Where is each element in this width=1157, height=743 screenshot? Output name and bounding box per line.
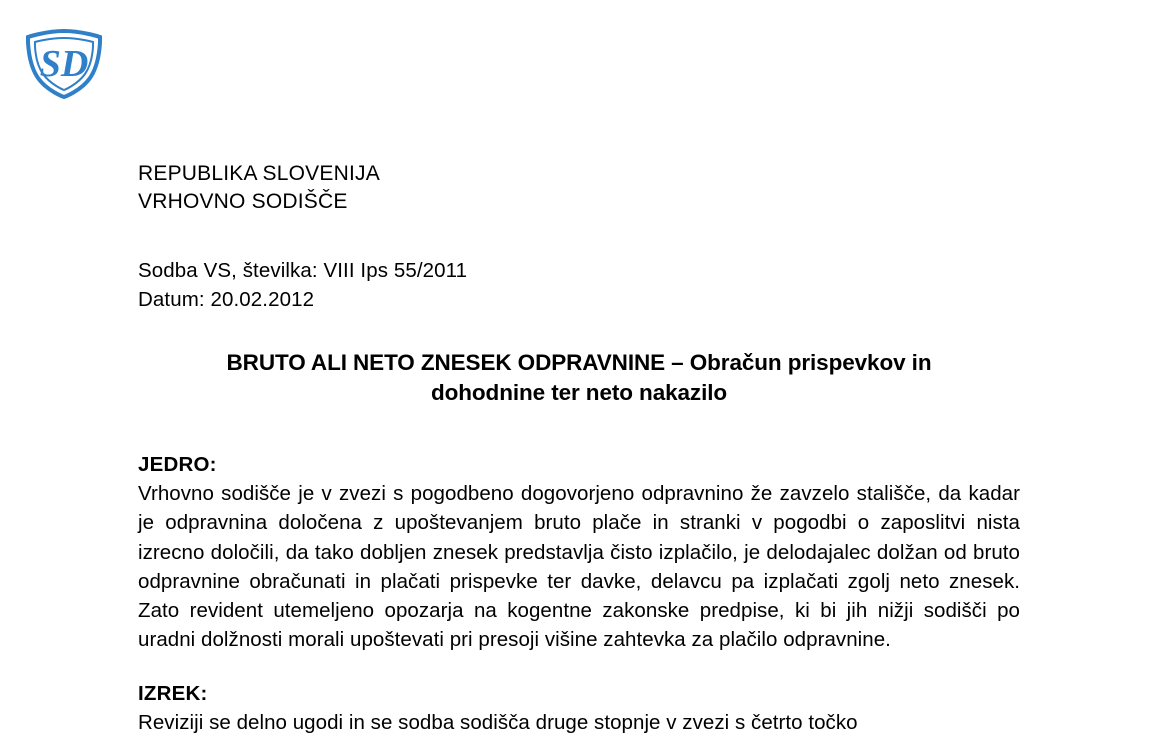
organization-line-2: VRHOVNO SODIŠČE bbox=[138, 189, 348, 213]
section-izrek bbox=[138, 682, 1020, 737]
section-body: Vrhovno sodišče je v zvezi s pogodbeno dogovorjeno odpravnino že zavzelo stališče, da kadar je odpravnina določena z upoštevanjem bruto plače in stranki v pogodbi o zaposlitvi nista izrecno določili, da tako dobljen znesek predstavlja čisto izplačilo, je delodajalec dolžan od bruto odpravnine obračunati in plačati prispevke ter davke, delavcu pa izplačati zgolj neto znesek. Zato revident utemeljeno opozarja na kogentne zakonske predpise, ki bi jih nižji sodišči po uradni dolžnosti morali upoštevati pri presoji višine zahtevka za plačilo odpravnine. bbox=[138, 482, 1020, 651]
page-title bbox=[138, 348, 1020, 407]
svg-text:SD: SD bbox=[39, 43, 89, 85]
organization-block bbox=[138, 160, 1020, 215]
shield-logo-icon bbox=[20, 28, 108, 100]
document-meta bbox=[138, 257, 1020, 314]
section-heading: JEDRO: bbox=[138, 453, 217, 477]
case-number: Sodba VS, številka: VIII Ips 55/2011 bbox=[138, 259, 468, 283]
document-date: Datum: 20.02.2012 bbox=[138, 287, 315, 311]
document-content bbox=[138, 160, 1020, 737]
page-title-line-1: BRUTO ALI NETO ZNESEK ODPRAVNINE – Obračun prispevkov in bbox=[226, 350, 932, 375]
section-heading: IZREK: bbox=[138, 682, 208, 706]
page-title-line-2: dohodnine ter neto nakazilo bbox=[430, 379, 728, 405]
section-body: Reviziji se delno ugodi in se sodba sodišča druge stopnje v zvezi s četrto točko bbox=[138, 711, 858, 735]
section-jedro bbox=[138, 453, 1020, 654]
organization-line-1: REPUBLIKA SLOVENIJA bbox=[138, 162, 380, 185]
